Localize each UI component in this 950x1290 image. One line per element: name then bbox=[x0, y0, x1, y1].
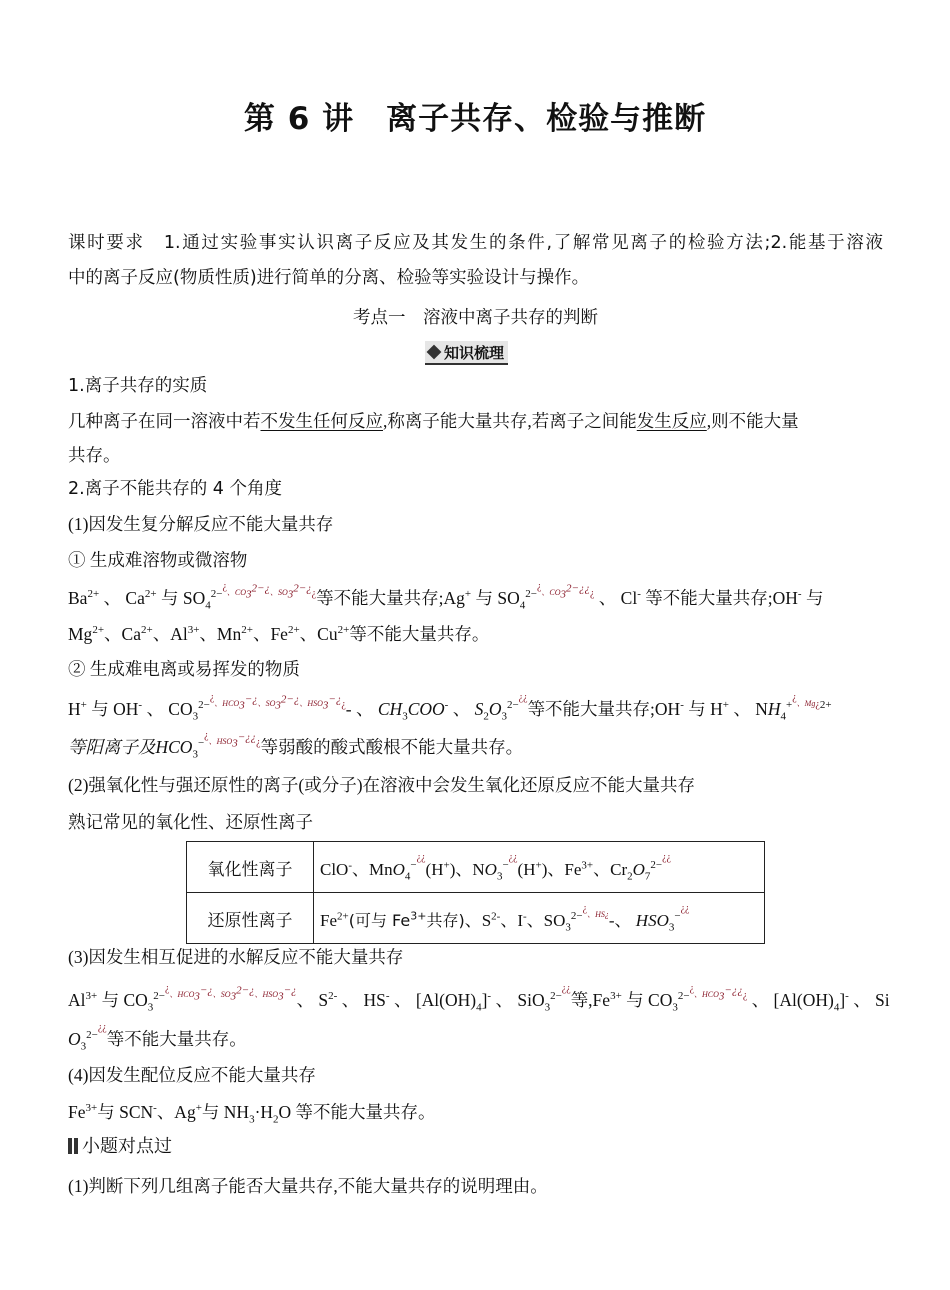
coordination-line: $Fe^{3+}$与 SCN-、Ag+与 $NH_3\cdot H_2O$ 等不能大量共存。 bbox=[68, 1102, 436, 1126]
item-weak-electrolyte: ② 生成难电离或易挥发的物质 bbox=[68, 659, 300, 679]
paragraph-essence-1 bbox=[68, 409, 883, 433]
heading-four-angles: 2.离子不能共存的 4 个角度 bbox=[68, 479, 282, 499]
section-heading: 考点一 溶液中离子共存的判断 bbox=[353, 308, 598, 328]
weak-electrolyte-line-1: H+ 与 OH- 、 $CO_3^{2-¿、HCO_3^{-¿}、SO_3^{2-¿}、HSO_3^{-¿}¿}-$ 、 $CH_3COO^-$ 、 $S_2O_3^{2-¿¿}$等不能大量共存;OH- 与 H+ 、 $NH_4^{+¿、Mg¿2+}$ bbox=[68, 692, 832, 723]
diamond-icon bbox=[427, 345, 442, 360]
oxidizing-label: 氧化性离子 bbox=[187, 842, 314, 893]
p1-underline-1: 不发生任何反应 bbox=[260, 411, 383, 431]
bars-icon bbox=[68, 1138, 78, 1154]
p1-text-c: ,则不能大量 bbox=[706, 411, 799, 431]
reducing-ions: $Fe^{2+}$(可与 $Fe^{3+}$共存)、$S^{2-}$、I-、$SO_3^{2-¿、HS¿}-$、 $HSO_3^{-¿¿}$ bbox=[314, 893, 765, 944]
reducing-label: 还原性离子 bbox=[187, 893, 314, 944]
p1-underline-2: 发生反应 bbox=[636, 411, 707, 431]
p1-text-b: ,称离子能大量共存,若离子之间能 bbox=[383, 411, 637, 431]
oxidizing-ions: ClO-、MnO$_4$−¿¿(H+)、$NO_3^{-¿¿}(H^+)$、$Fe^{3+}$、$Cr_2O_7^{2-¿¿}$ bbox=[314, 842, 765, 893]
practice-heading-label: 小题对点过 bbox=[82, 1136, 172, 1157]
lecture-title: 第 6 讲 离子共存、检验与推断 bbox=[243, 101, 707, 137]
requirement-label: 课时要求 bbox=[68, 233, 145, 253]
hydrolysis-line-1: $Al^{3+}$ 与 $CO_3^{2-¿、HCO_3^{-¿}、SO_3^{2-¿}、HSO_3^{-¿}}$、 $S^{2-}$ 、 HS- 、 $[Al(OH)_4]^-$ 、 SiO$_3^{2-¿¿}$等$,Fe^{3+}$ 与 $CO_3^{2-¿、HCO_3^{-¿¿}¿}$ 、 $[Al(OH)_4]^-$ 、 Si bbox=[68, 983, 890, 1014]
item-precipitate: ① 生成难溶物或微溶物 bbox=[68, 550, 248, 570]
table-row bbox=[187, 893, 765, 944]
heading-essence: 1.离子共存的实质 bbox=[68, 376, 208, 396]
knowledge-badge bbox=[425, 341, 508, 365]
subheading-metathesis: (1)因发生复分解反应不能大量共存 bbox=[68, 514, 334, 534]
redox-ion-table bbox=[186, 841, 765, 944]
knowledge-badge-label: 知识梳理 bbox=[444, 343, 505, 362]
subheading-redox: (2)强氧化性与强还原性的离子(或分子)在溶液中会发生氧化还原反应不能大量共存 bbox=[68, 775, 696, 795]
requirement-text-1: 1.通过实验事实认识离子反应及其发生的条件,了解常见离子的检验方法;2.能基于溶液 bbox=[163, 233, 883, 253]
subheading-hydrolysis: (3)因发生相互促进的水解反应不能大量共存 bbox=[68, 947, 404, 967]
subheading-coordination: (4)因发生配位反应不能大量共存 bbox=[68, 1065, 316, 1085]
practice-heading bbox=[68, 1135, 883, 1159]
question-1: (1)判断下列几组离子能否大量共存,不能大量共存的说明理由。 bbox=[68, 1176, 548, 1196]
weak-electrolyte-line-2: 等阳离子及$HCO_3^{-¿、HSO_3^{-¿¿}¿}$等弱酸的酸式酸根不能大量共存。 bbox=[68, 730, 524, 761]
requirement-line-2: 中的离子反应(物质性质)进行简单的分离、检验等实验设计与操作。 bbox=[68, 268, 590, 288]
requirement-line-1 bbox=[68, 231, 883, 255]
redox-note: 熟记常见的氧化性、还原性离子 bbox=[68, 812, 313, 832]
precipitate-line-1: $Ba^{2+}$ 、 $Ca^{2+}$ 与 $SO_4^{2-¿、CO_3^{2-¿}、SO_3^{2-¿}¿}$等不能大量共存;Ag+ 与 $SO_4^{2-¿、CO_3^{2-¿¿}¿}$ 、 Cl- 等不能大量共存;OH- 与 bbox=[68, 581, 824, 612]
paragraph-essence-2: 共存。 bbox=[68, 445, 121, 465]
hydrolysis-line-2: $O_3^{2-¿¿}$等不能大量共存。 bbox=[68, 1022, 247, 1053]
table-row bbox=[187, 842, 765, 893]
p1-text-a: 几种离子在同一溶液中若 bbox=[68, 411, 261, 431]
precipitate-line-2: $Mg^{2+}$、$Ca^{2+}$、$Al^{3+}$、$Mn^{2+}$、$Fe^{2+}$、$Cu^{2+}$等不能大量共存。 bbox=[68, 624, 490, 644]
